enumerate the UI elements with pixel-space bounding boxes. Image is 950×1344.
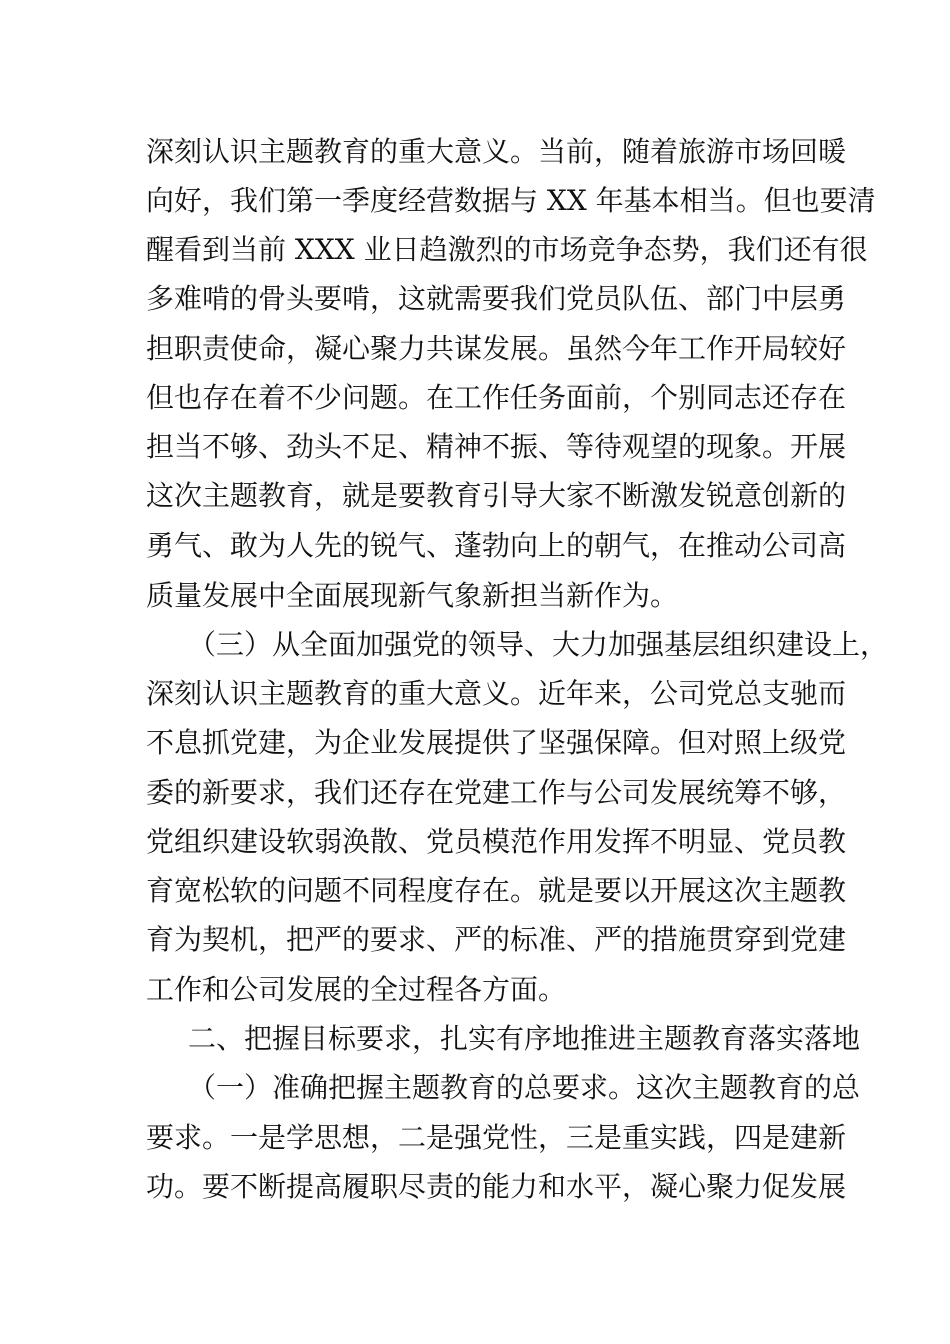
text-line: 要求。一是学思想，二是强党性，三是重实践，四是建新 — [146, 1121, 847, 1154]
text-line: 育为契机，把严的要求、严的标准、严的措施贯穿到党建 — [146, 923, 847, 956]
text-line: 党组织建设软弱涣散、党员模范作用发挥不明显、党员教 — [146, 825, 847, 858]
text-line: 勇气、敢为人先的锐气、蓬勃向上的朝气，在推动公司高 — [146, 529, 847, 562]
text-line: 醒看到当前 XXX 业日趋激烈的市场竞争态势，我们还有很 — [146, 233, 868, 266]
text-line: 担当不够、劲头不足、精神不振、等待观望的现象。开展 — [146, 430, 847, 463]
text-line: 质量发展中全面展现新气象新担当新作为。 — [146, 579, 679, 612]
text-line: 这次主题教育，就是要教育引导大家不断激发锐意创新的 — [146, 479, 847, 512]
text-line: 但也存在着不少问题。在工作任务面前，个别同志还存在 — [146, 381, 847, 414]
text-line: 深刻认识主题教育的重大意义。近年来，公司党总支驰而 — [146, 677, 847, 710]
text-line: 不息抓党建，为企业发展提供了坚强保障。但对照上级党 — [146, 726, 847, 759]
section-heading: （三）从全面加强党的领导、大力加强基层组织建设上， — [188, 628, 889, 661]
text-line: 委的新要求，我们还存在党建工作与公司发展统筹不够， — [146, 776, 847, 809]
text-line: 深刻认识主题教育的重大意义。当前，随着旅游市场回暖 — [146, 135, 847, 168]
text-line: 育宽松软的问题不同程度存在。就是要以开展这次主题教 — [146, 874, 847, 907]
section-heading: 二、把握目标要求，扎实有序地推进主题教育落实落地 — [188, 1022, 861, 1055]
text-line: 担职责使命，凝心聚力共谋发展。虽然今年工作开局较好 — [146, 332, 847, 365]
subsection-heading: （一）准确把握主题教育的总要求。这次主题教育的总 — [188, 1071, 861, 1104]
text-line: 多难啃的骨头要啃，这就需要我们党员队伍、部门中层勇 — [146, 282, 847, 315]
text-line: 向好，我们第一季度经营数据与 XX 年基本相当。但也要清 — [146, 184, 876, 217]
text-line: 工作和公司发展的全过程各方面。 — [146, 973, 567, 1006]
text-line: 功。要不断提高履职尽责的能力和水平，凝心聚力促发展 — [146, 1170, 847, 1203]
